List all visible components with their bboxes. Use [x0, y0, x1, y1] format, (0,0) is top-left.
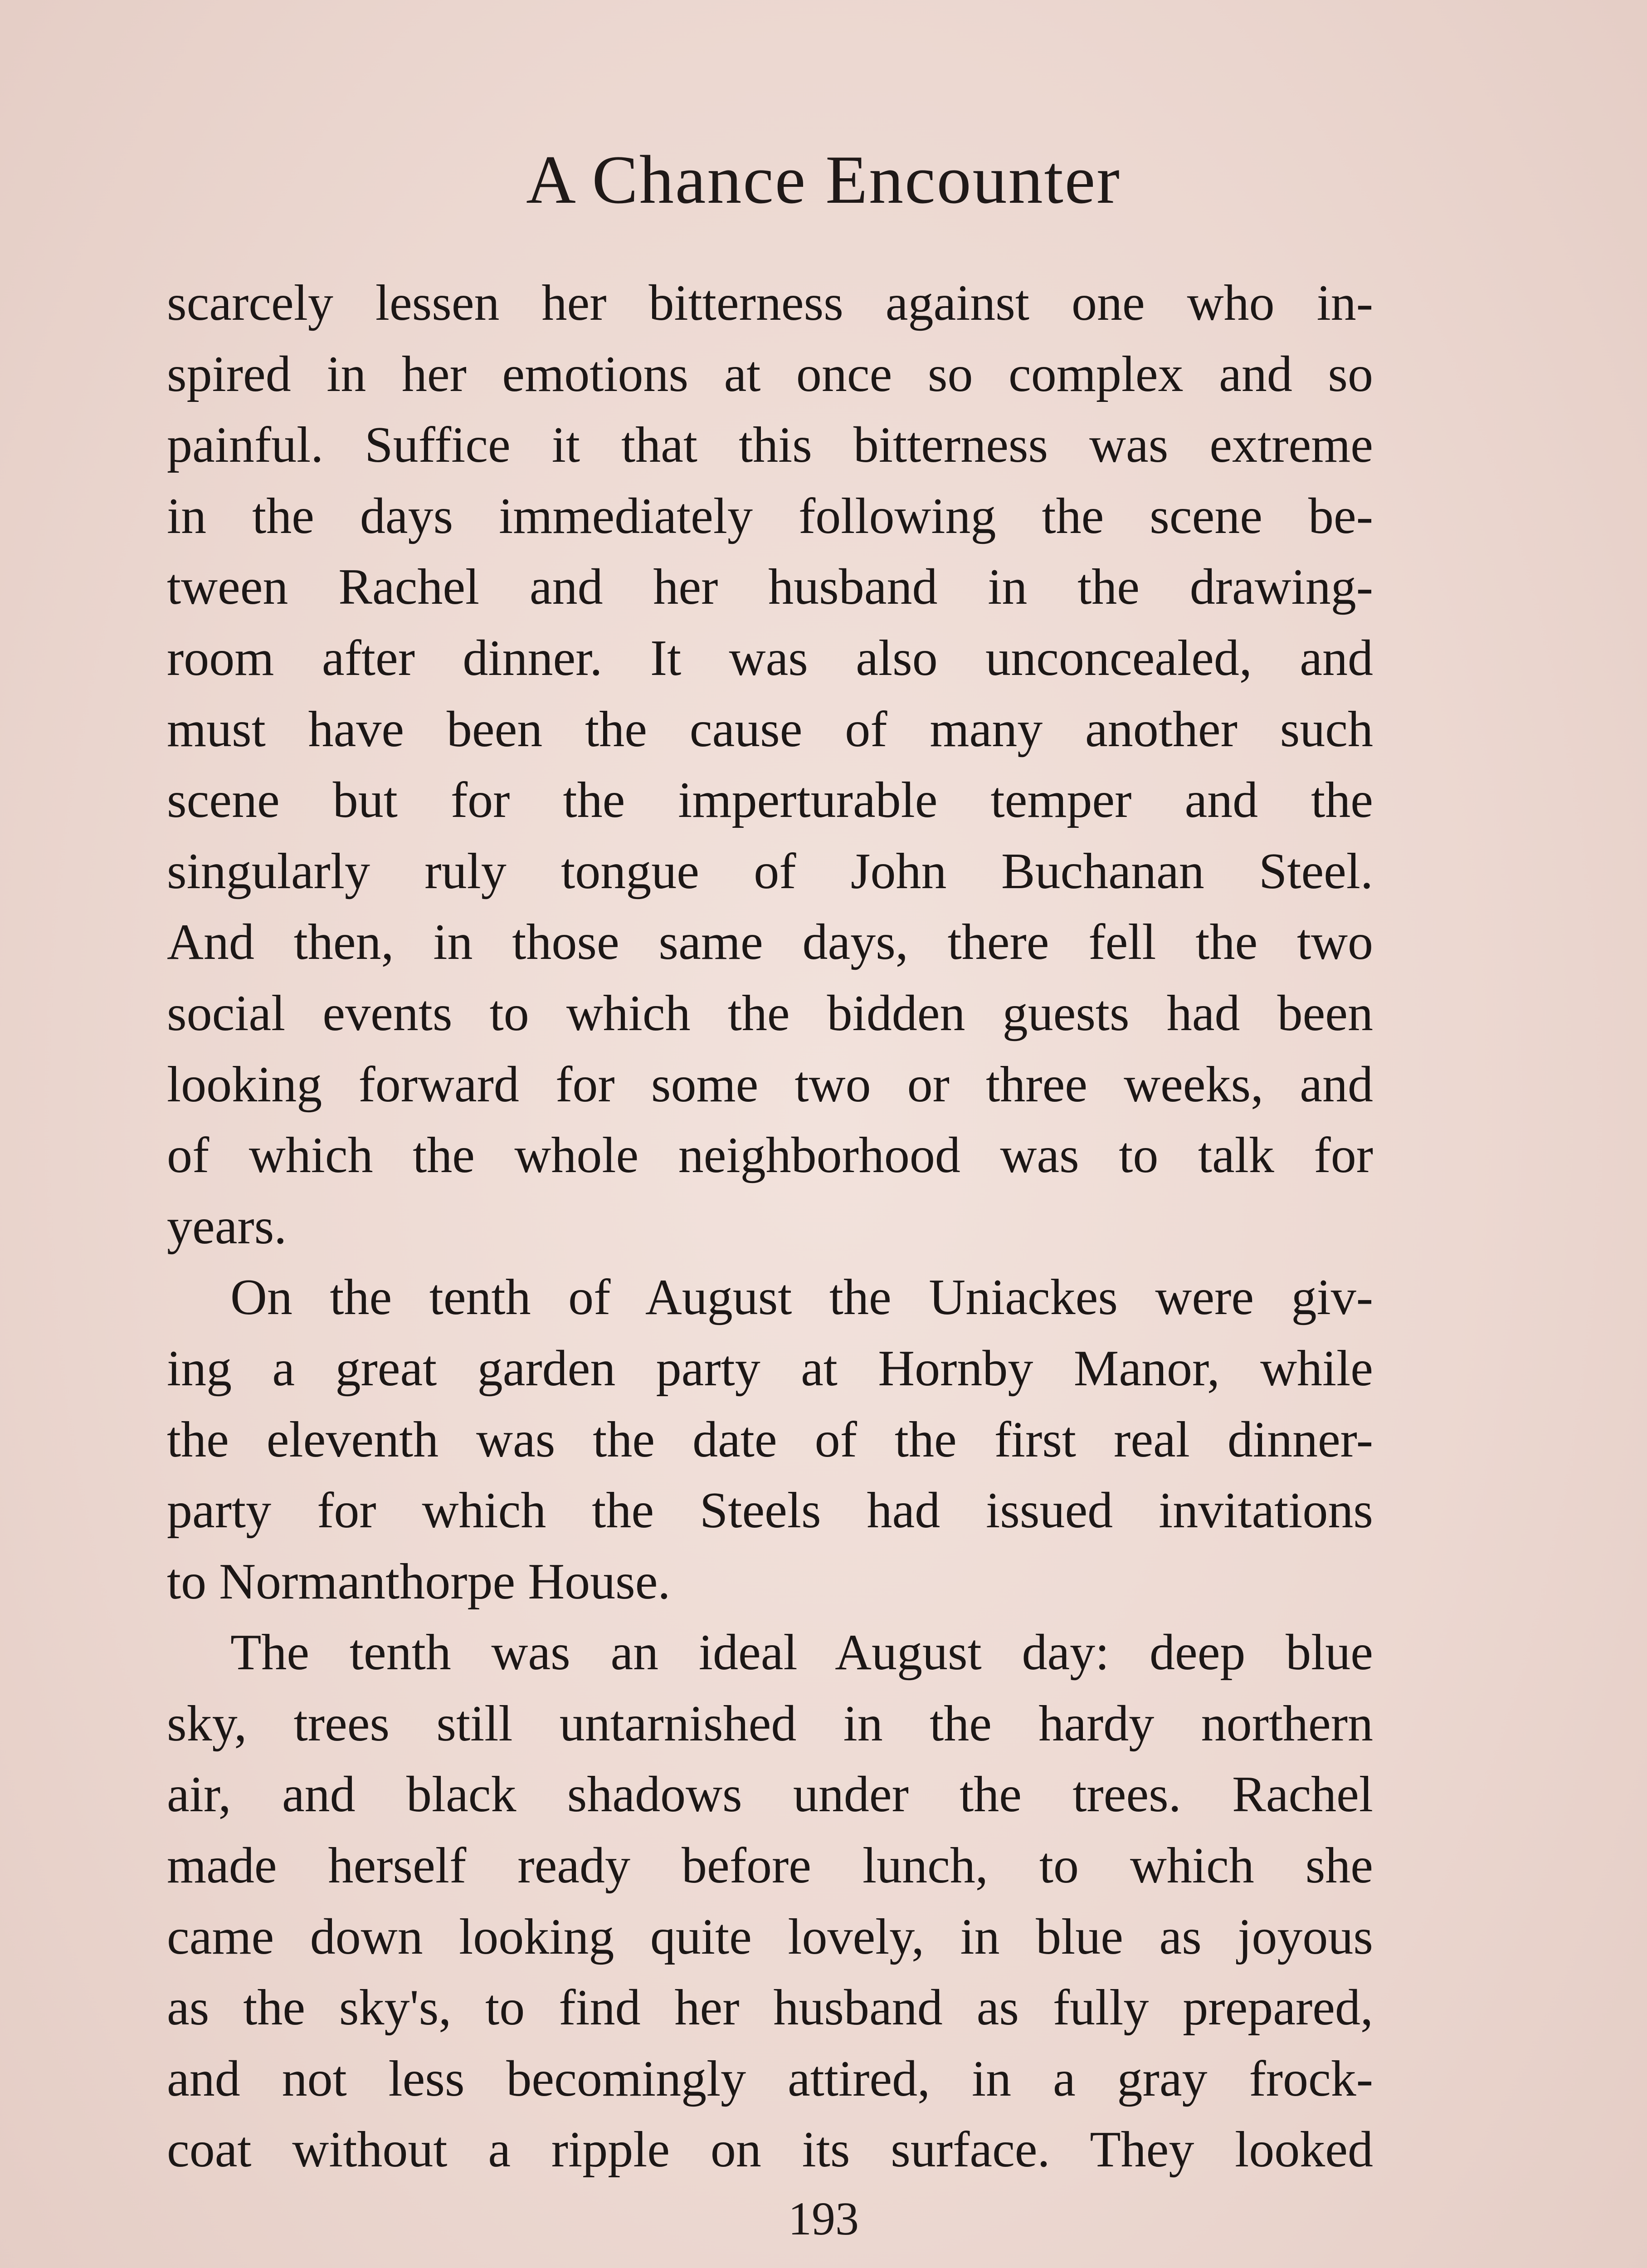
paragraph-2 [167, 1262, 1373, 1617]
text-line: looking forward for some two or three weeks, and [167, 1056, 1373, 1113]
paragraph-3 [167, 1617, 1373, 2185]
page-number: 193 [788, 2193, 859, 2245]
text-line: must have been the cause of many another such [167, 701, 1373, 758]
text-line: social events to which the bidden guests had been [167, 985, 1373, 1041]
text-line: The tenth was an ideal August day: deep blue [230, 1624, 1373, 1681]
text-line: in the days immediately following the scene be- [167, 488, 1373, 544]
text-line: painful. Suffice it that this bitterness was extreme [167, 417, 1373, 474]
text-line: ing a great garden party at Hornby Manor, while [167, 1340, 1373, 1397]
text-line: party for which the Steels had issued invitations [167, 1482, 1373, 1539]
text-line: as the sky's, to find her husband as fully prepared, [167, 1980, 1373, 2036]
paragraph-1 [167, 268, 1373, 1262]
text-line: coat without a ripple on its surface. They looked [167, 2121, 1373, 2178]
text-line: room after dinner. It was also unconcealed, and [167, 630, 1373, 686]
body-text [167, 268, 1373, 2185]
text-line: came down looking quite lovely, in blue as joyous [167, 1908, 1373, 1965]
text-line: of which the whole neighborhood was to talk for [167, 1127, 1373, 1184]
text-line: On the tenth of August the Uniackes were giv- [230, 1269, 1373, 1326]
text-line: sky, trees still untarnished in the hardy northern [167, 1695, 1373, 1752]
text-line: scene but for the imperturable temper and the [167, 772, 1373, 829]
running-head: A Chance Encounter [526, 142, 1121, 218]
text-line: And then, in those same days, there fell the two [167, 914, 1373, 971]
text-line: years. [167, 1198, 287, 1255]
text-line: air, and black shadows under the trees. Rachel [167, 1766, 1373, 1823]
text-line: the eleventh was the date of the first real dinner- [167, 1411, 1373, 1468]
text-line: scarcely lessen her bitterness against one who in- [167, 275, 1373, 331]
text-line: and not less becomingly attired, in a gray frock- [167, 2050, 1373, 2107]
text-line: spired in her emotions at once so complex and so [167, 346, 1373, 402]
text-line: made herself ready before lunch, to which she [167, 1838, 1373, 1894]
text-line: tween Rachel and her husband in the drawing- [167, 559, 1373, 616]
text-line: singularly ruly tongue of John Buchanan Steel. [167, 843, 1373, 899]
text-line: to Normanthorpe House. [167, 1553, 671, 1610]
